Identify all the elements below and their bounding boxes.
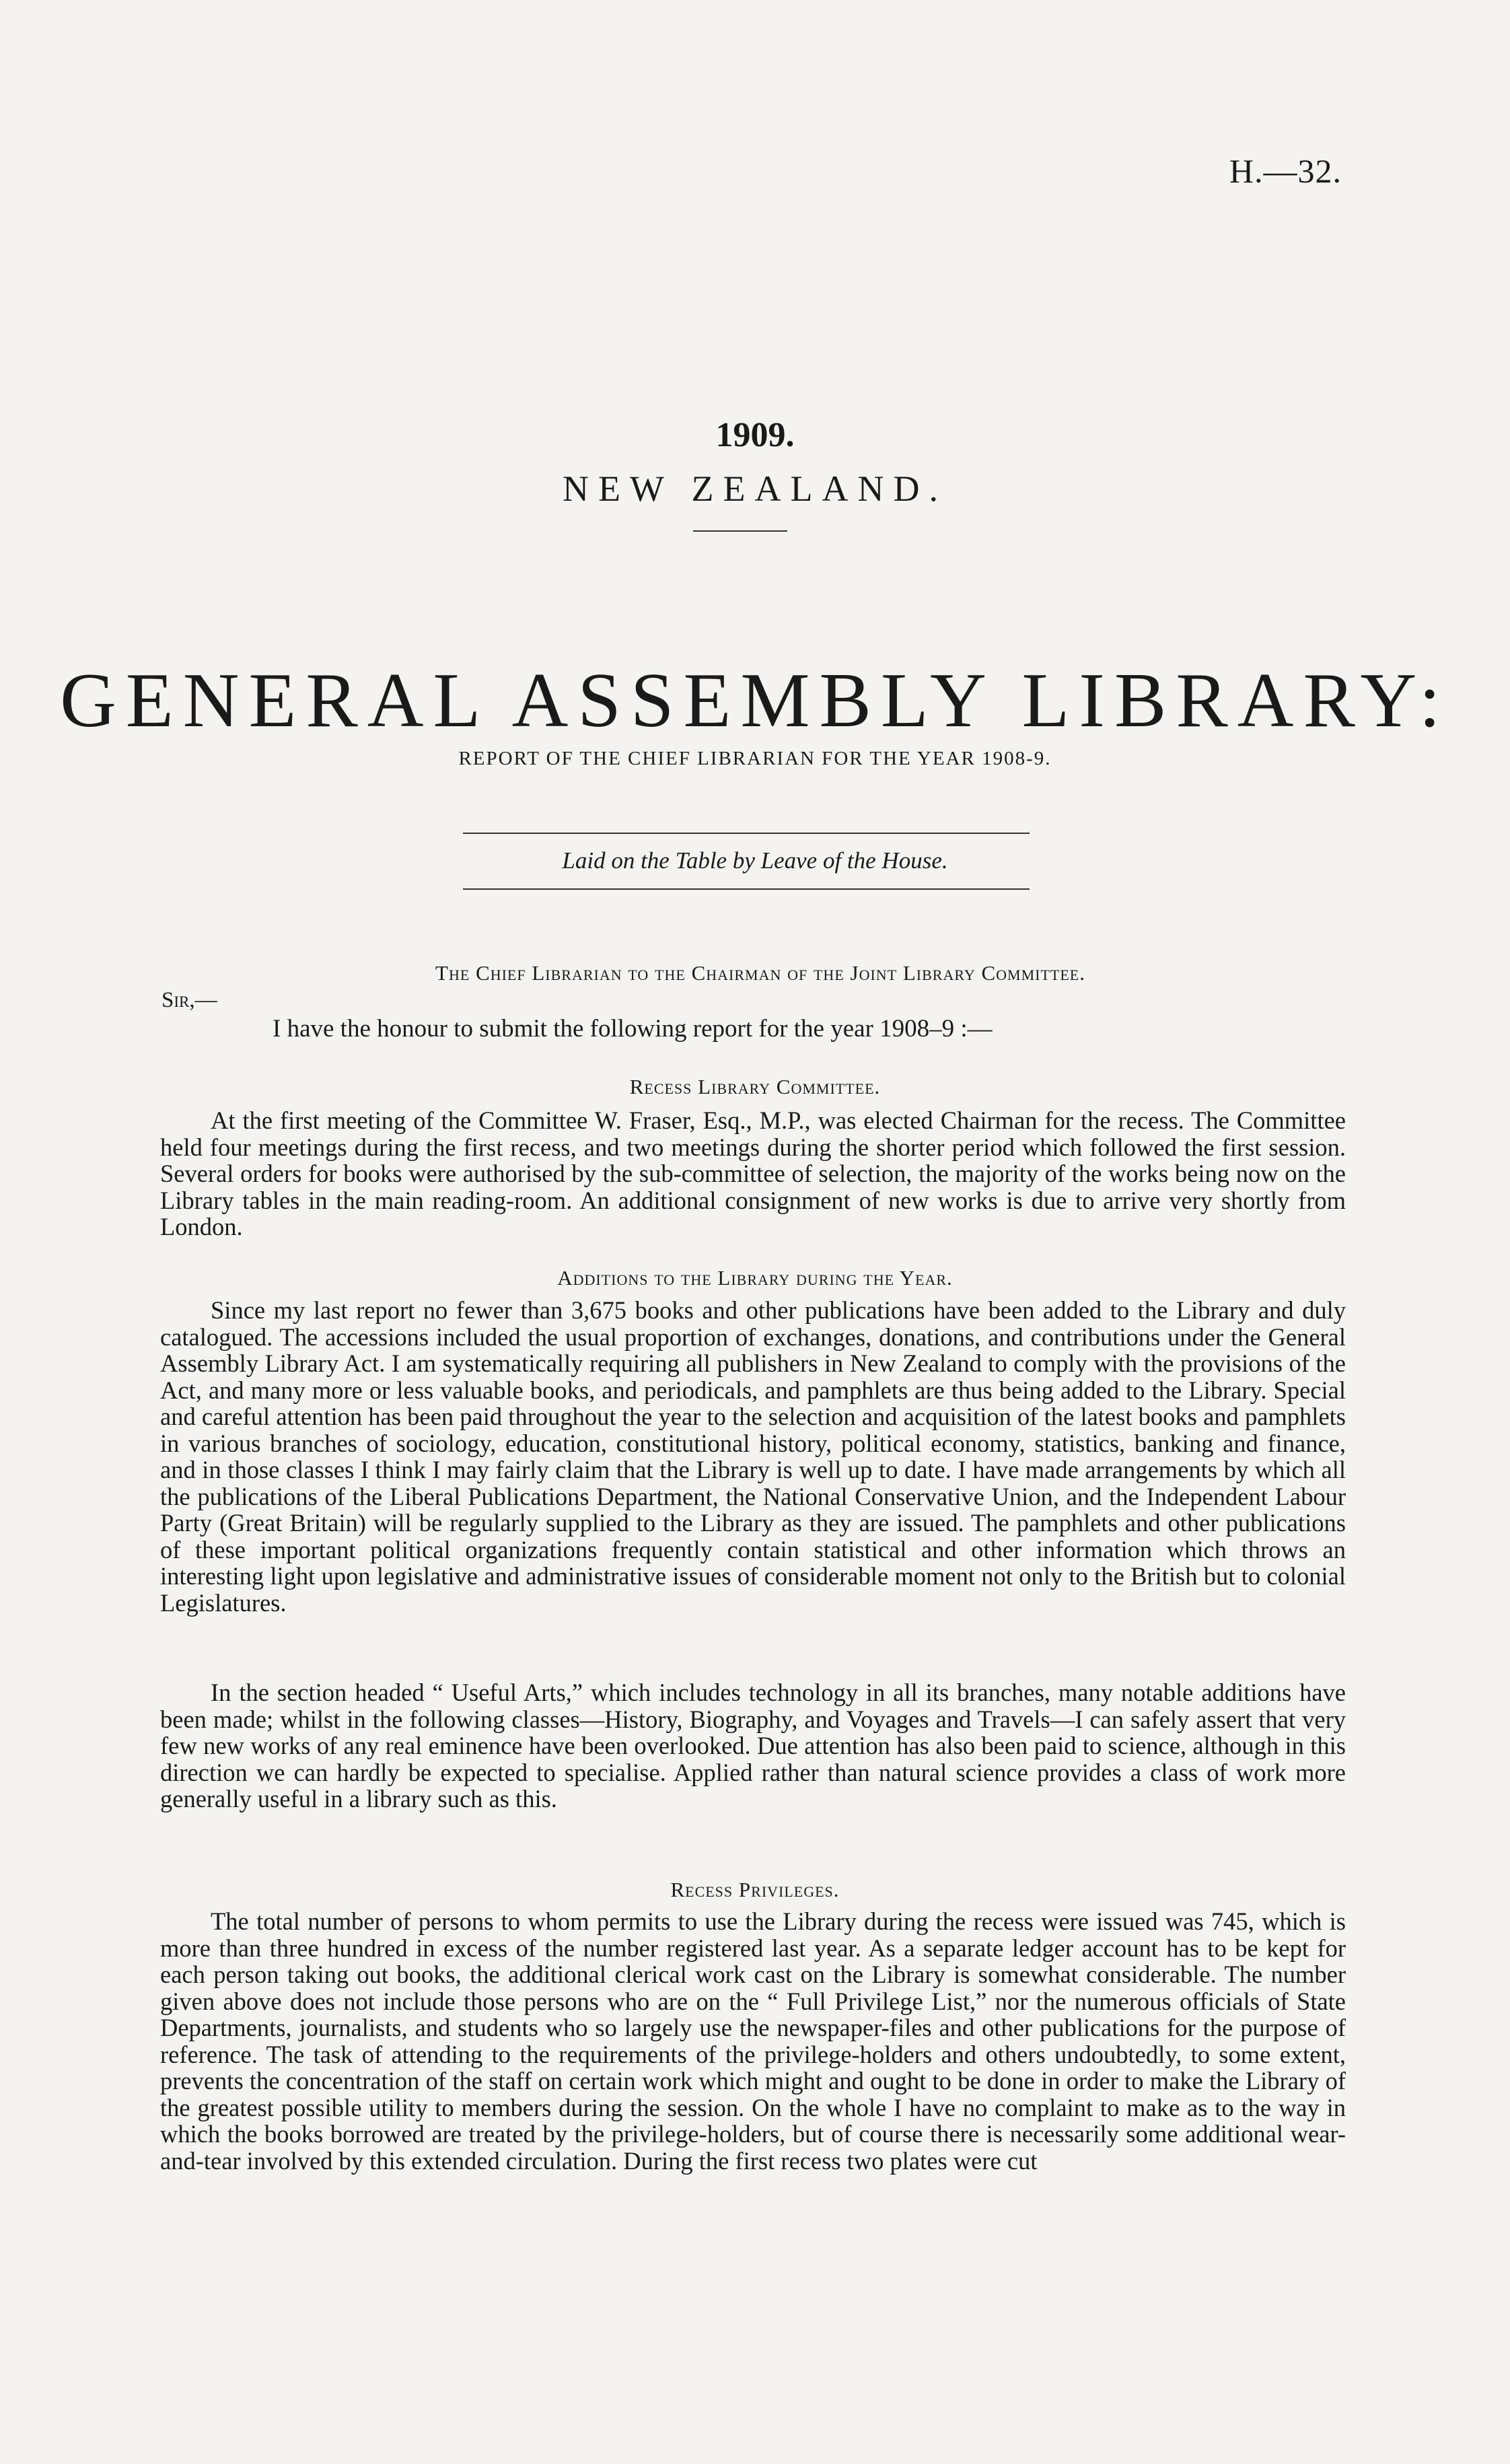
salutation: Sir,— <box>161 988 217 1012</box>
country-heading: NEW ZEALAND. <box>563 468 947 509</box>
section-heading-recess-committee: Recess Library Committee. <box>629 1075 881 1098</box>
section-heading-additions: Additions to the Library during the Year. <box>557 1266 953 1290</box>
paragraph-recess-privileges: The total number of persons to whom permits to use the Library during the recess were issued was 745, which is more than three hundred in excess of the number registered last year. As a separate ledger account has to be kept for each person taking out books, the additional clerical work cast on the Library is somewhat considerable. The number given above does not include those persons who are on the “ Full Privilege List,” nor the numerous officials of State Departments, journalists, and students who so largely use the newspaper-files and other publications for the purpose of reference. The task of attending to the requirements of the privilege-holders and others undoubtedly, to some extent, prevents the concentration of the staff on certain work which might and ought to be done in order to make the Library of the greatest possible utility to members during the session. On the whole I have no complaint to make as to the way in which the books borrowed are treated by the privilege-holders, but of course there is necessarily some additional wear-and-tear involved by this extended circulation. During the first recess two plates were cut <box>160 1907 1346 2175</box>
letter-intro: I have the honour to submit the following report for the year 1908–9 :— <box>273 1015 993 1043</box>
tabled-note: Laid on the Table by Leave of the House. <box>562 847 948 874</box>
paragraph-additions: Since my last report no fewer than 3,675 books and other publications have been added to the Library and duly catalogued. The accessions included the usual proportion of exchanges, donations, and contributions under the General Assembly Library Act. I am systematically requiring all publishers in New Zealand to comply with the provisions of the Act, and many more or less valuable books, and periodicals, and pamphlets are thus being added to the Library. Special and careful attention has been paid throughout the year to the selection and acquisition of the latest books and pamphlets in various branches of sociology, education, constitutional history, political economy, statistics, banking and finance, and in those classes I think I may fairly claim that the Library is well up to date. I have made arrangements by which all the publications of the Liberal Publications Department, the National Conservative Union, and the Independent Labour Party (Great Britain) will be regularly supplied to the Library as they are issued. The pamphlets and other publications of these important political organizations frequently contain statistical and other information which throws an interesting light upon legislative and administrative issues of considerable moment not only to the British but to colonial Legislatures. <box>160 1296 1346 1617</box>
divider-rule-bottom <box>463 888 1030 890</box>
divider-rule-top <box>463 833 1030 834</box>
document-subtitle: REPORT OF THE CHIEF LIBRARIAN FOR THE YEAR 1908-9. <box>458 748 1052 769</box>
paragraph-useful-arts: In the section headed “ Useful Arts,” which includes technology in all its branches, many notable additions have been made; whilst in the following classes—History, Biography, and Voyages and Travels—I can safely assert that very few new works of any real eminence have been overlooked. Due attention has also been paid to science, although in this direction we can hardly be expected to specialise. Applied rather than natural science provides a class of work more generally useful in a library such as this. <box>160 1679 1346 1812</box>
page-reference: H.—32. <box>1229 152 1342 190</box>
divider-rule <box>693 530 787 532</box>
section-heading-recess-privileges: Recess Privileges. <box>670 1878 840 1901</box>
letter-address-line: The Chief Librarian to the Chairman of the Joint Library Committee. <box>435 961 1085 985</box>
paragraph-recess-committee: At the first meeting of the Committee W. Fraser, Esq., M.P., was elected Chairman for the recess. The Committee held four meetings during the first recess, and two meetings during the shorter period which followed the first session. Several orders for books were authorised by the sub-committee of selection, the majority of the works being now on the Library tables in the main reading-room. An additional consignment of new works is due to arrive very shortly from London. <box>160 1106 1346 1240</box>
document-title: GENERAL ASSEMBLY LIBRARY: <box>60 658 1450 744</box>
report-year: 1909. <box>715 416 795 454</box>
